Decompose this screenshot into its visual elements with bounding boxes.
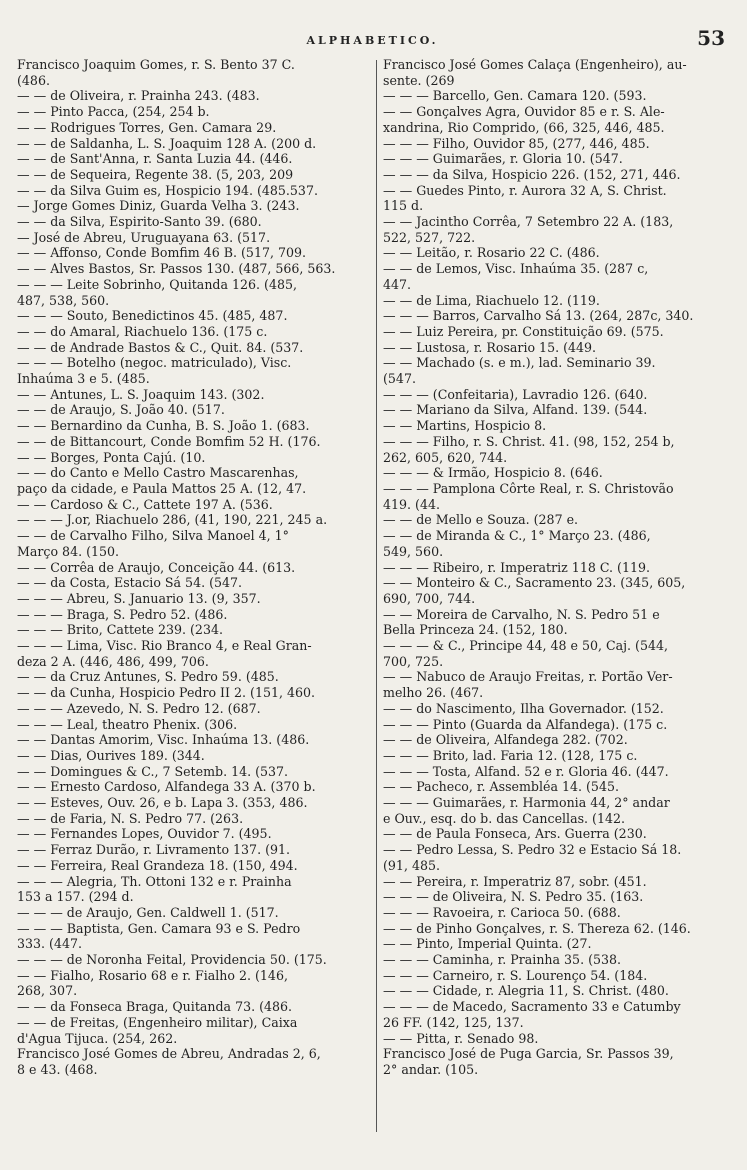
directory-entry-line: (91, 485. bbox=[383, 857, 440, 873]
directory-entry-line: — — — J.or, Riachuelo 286, (41, 190, 221, 245 a. bbox=[17, 512, 328, 528]
directory-entry-line: — — — Filho, r. S. Christ. 41. (98, 152, 254 b, bbox=[383, 433, 675, 449]
directory-entry-line: — — Pacheco, r. Assembléa 14. (545. bbox=[383, 779, 619, 795]
directory-entry-line: — — — Brito, lad. Faria 12. (128, 175 c. bbox=[383, 747, 638, 763]
directory-entry-line: deza 2 A. (446, 486, 499, 706. bbox=[17, 653, 209, 669]
running-title: ALPHABETICO. bbox=[306, 34, 439, 47]
directory-entry-line: — — de Oliveira, Alfandega 282. (702. bbox=[383, 732, 628, 748]
directory-entry-line: 690, 700, 744. bbox=[383, 590, 476, 606]
directory-entry-line: — — Mariano da Silva, Alfand. 139. (544. bbox=[383, 402, 648, 418]
directory-entry-line: — — — Leite Sobrinho, Quitanda 126. (485, bbox=[17, 276, 297, 292]
directory-entry-line: — — Machado (s. e m.), lad. Seminario 39. bbox=[383, 355, 656, 371]
directory-entry-line: — — — de Oliveira, N. S. Pedro 35. (163. bbox=[383, 889, 644, 905]
directory-entry-line: — — de Bittancourt, Conde Bomfim 52 H. (176. bbox=[17, 433, 321, 449]
directory-entry-line: — — Pedro Lessa, S. Pedro 32 e Estacio Sá 18. bbox=[383, 842, 682, 858]
directory-entry-line: — — — de Macedo, Sacramento 33 e Catumby bbox=[383, 999, 681, 1015]
directory-entry-line: — — Pitta, r. Senado 98. bbox=[383, 1030, 539, 1046]
directory-entry-line: sente. (269 bbox=[383, 72, 455, 88]
directory-entry-line: e Ouv., esq. do b. das Cancellas. (142. bbox=[383, 810, 626, 826]
directory-entry-line: 447. bbox=[383, 276, 412, 292]
left-column bbox=[17, 57, 373, 1078]
directory-entry-line: — — de Paula Fonseca, Ars. Guerra (230. bbox=[383, 826, 647, 842]
directory-entry-line: — — — de Noronha Feital, Providencia 50. (175. bbox=[17, 952, 327, 968]
directory-entry-line: — — Dantas Amorim, Visc. Inhaúma 13. (486. bbox=[17, 732, 310, 748]
directory-entry-line: — — — & C., Principe 44, 48 e 50, Caj. (544, bbox=[383, 638, 668, 654]
directory-entry-line: xandrina, Rio Comprido, (66, 325, 446, 485. bbox=[383, 119, 665, 135]
directory-entry-line: 8 e 43. (468. bbox=[17, 1062, 98, 1077]
directory-entry-line: — — — Tosta, Alfand. 52 e r. Gloria 46. (447. bbox=[383, 763, 669, 779]
directory-entry-line: melho 26. (467. bbox=[383, 685, 484, 701]
directory-entry-line: — — Alves Bastos, Sr. Passos 130. (487, 566, 563. bbox=[17, 261, 336, 277]
directory-entry-line: — — do Nascimento, Ilha Governador. (152. bbox=[383, 700, 664, 716]
directory-entry-line: Março 84. (150. bbox=[17, 543, 120, 559]
directory-entry-line: 262, 605, 620, 744. bbox=[383, 449, 508, 465]
directory-entry-line: — — Fernandes Lopes, Ouvidor 7. (495. bbox=[17, 826, 272, 842]
directory-entry-line: d'Agua Tijuca. (254, 262. bbox=[17, 1030, 178, 1046]
directory-entry-line: — — — Barros, Carvalho Sá 13. (264, 287c, 340. bbox=[383, 308, 694, 324]
directory-entry-line: — — Ferraz Durão, r. Livramento 137. (91. bbox=[17, 842, 291, 858]
directory-entry-line: — — Domingues & C., 7 Setemb. 14. (537. bbox=[17, 763, 289, 779]
directory-entry-line: 522, 527, 722. bbox=[383, 229, 476, 245]
directory-entry-line: 549, 560. bbox=[383, 543, 444, 559]
directory-entry-line: Bella Princeza 24. (152, 180. bbox=[383, 622, 568, 638]
directory-entry-line: — — do Amaral, Riachuelo 136. (175 c. bbox=[17, 323, 268, 339]
directory-entry-line: 2° andar. (105. bbox=[383, 1062, 479, 1077]
directory-entry-line: 487, 538, 560. bbox=[17, 292, 110, 308]
directory-entry-line: — — do Canto e Mello Castro Mascarenhas, bbox=[17, 465, 299, 481]
directory-entry-line: Francisco José Gomes Calaça (Engenheiro), au- bbox=[383, 57, 687, 72]
directory-entry-line: — — Lustosa, r. Rosario 15. (449. bbox=[383, 339, 597, 355]
directory-entry-line: — — da Silva, Espirito-Santo 39. (680. bbox=[17, 214, 262, 230]
directory-entry-line: — — Leitão, r. Rosario 22 C. (486. bbox=[383, 245, 600, 261]
directory-entry-line: — — da Silva Guim es, Hospicio 194. (485.537. bbox=[17, 182, 318, 198]
directory-entry-line: — — da Cunha, Hospicio Pedro II 2. (151, 460. bbox=[17, 685, 316, 701]
directory-entry-line: — — — & Irmão, Hospicio 8. (646. bbox=[383, 465, 603, 481]
directory-entry-line: — — — Abreu, S. Januario 13. (9, 357. bbox=[17, 590, 261, 606]
directory-entry-line: — — — Azevedo, N. S. Pedro 12. (687. bbox=[17, 700, 261, 716]
directory-entry-line: — — — Carneiro, r. S. Lourenço 54. (184. bbox=[383, 967, 648, 983]
column-divider bbox=[376, 60, 377, 1132]
directory-entry-line: — — de Faria, N. S. Pedro 77. (263. bbox=[17, 810, 244, 826]
directory-entry-line: — — Guedes Pinto, r. Aurora 32 A, S. Christ. bbox=[383, 182, 667, 198]
directory-entry-line: — — de Mello e Souza. (287 e. bbox=[383, 512, 579, 528]
directory-entry-line: — — Cardoso & C., Cattete 197 A. (536. bbox=[17, 496, 273, 512]
directory-entry-line: 700, 725. bbox=[383, 653, 444, 669]
directory-entry-line: — — Nabuco de Araujo Freitas, r. Portão Ver- bbox=[383, 669, 673, 685]
directory-entry-line: Francisco José Gomes de Abreu, Andradas 2, 6, bbox=[17, 1046, 321, 1062]
directory-entry-line: — — — da Silva, Hospicio 226. (152, 271, 446. bbox=[383, 166, 681, 182]
directory-entry-line: — — — Alegria, Th. Ottoni 132 e r. Prainha bbox=[17, 873, 292, 889]
right-column bbox=[383, 57, 735, 1078]
directory-entry-line: paço da cidade, e Paula Mattos 25 A. (12, 47. bbox=[17, 480, 307, 496]
directory-entry-line: — — — Leal, theatro Phenix. (306. bbox=[17, 716, 238, 732]
directory-entry-line: — — Pinto Pacca, (254, 254 b. bbox=[17, 104, 210, 120]
directory-entry-line: — Jorge Gomes Diniz, Guarda Velha 3. (243. bbox=[17, 198, 300, 214]
directory-entry-line: — — — (Confeitaria), Lavradio 126. (640. bbox=[383, 386, 648, 402]
directory-entry-line: — — Borges, Ponta Cajú. (10. bbox=[17, 449, 206, 465]
directory-entry-line: 153 a 157. (294 d. bbox=[17, 889, 134, 905]
directory-entry-line: Francisco José de Puga Garcia, Sr. Passos 39, bbox=[383, 1046, 674, 1062]
directory-entry-line: — — Gonçalves Agra, Ouvidor 85 e r. S. Ale- bbox=[383, 104, 665, 120]
directory-entry-line: — — Ernesto Cardoso, Alfandega 33 A. (370 b. bbox=[17, 779, 316, 795]
directory-entry-line: — — — Guimarães, r. Harmonia 44, 2° andar bbox=[383, 795, 670, 811]
directory-entry-line: — — — Barcello, Gen. Camara 120. (593. bbox=[383, 88, 647, 104]
directory-entry-line: — — de Saldanha, L. S. Joaquim 128 A. (200 d. bbox=[17, 135, 317, 151]
directory-entry-line: — — — Ribeiro, r. Imperatriz 118 C. (119. bbox=[383, 559, 650, 575]
directory-entry-line: 26 FF. (142, 125, 137. bbox=[383, 1014, 524, 1030]
directory-entry-line: — — — Pinto (Guarda da Alfandega). (175 c. bbox=[383, 716, 668, 732]
directory-entry-line: — — Bernardino da Cunha, B. S. João 1. (683. bbox=[17, 418, 310, 434]
directory-entry-line: — — Dias, Ourives 189. (344. bbox=[17, 747, 205, 763]
page-header bbox=[20, 26, 725, 54]
directory-entry-line: — — — Pamplona Côrte Real, r. S. Christovão bbox=[383, 480, 674, 496]
directory-entry-line: — — Affonso, Conde Bomfim 46 B. (517, 709. bbox=[17, 245, 307, 261]
directory-entry-line: — — — Souto, Benedictinos 45. (485, 487. bbox=[17, 308, 288, 324]
directory-entry-line: (486. bbox=[17, 72, 50, 88]
directory-entry-line: — — da Costa, Estacio Sá 54. (547. bbox=[17, 575, 243, 591]
directory-entry-line: — — de Carvalho Filho, Silva Manoel 4, 1° bbox=[17, 528, 289, 544]
directory-entry-line: Francisco Joaquim Gomes, r. S. Bento 37 C. bbox=[17, 57, 295, 72]
directory-entry-line: — — Jacintho Corrêa, 7 Setembro 22 A. (183, bbox=[383, 214, 674, 230]
directory-entry-line: — — de Freitas, (Engenheiro militar), Caixa bbox=[17, 1014, 298, 1030]
directory-entry-line: 268, 307. bbox=[17, 983, 78, 999]
directory-entry-line: — José de Abreu, Uruguayana 63. (517. bbox=[17, 229, 271, 245]
directory-entry-line: — — Esteves, Ouv. 26, e b. Lapa 3. (353, 486. bbox=[17, 795, 308, 811]
directory-entry-line: — — da Fonseca Braga, Quitanda 73. (486. bbox=[17, 999, 293, 1015]
directory-entry-line: — — — Baptista, Gen. Camara 93 e S. Pedro bbox=[17, 920, 301, 936]
directory-entry-line: — — de Sant'Anna, r. Santa Luzia 44. (446. bbox=[17, 151, 293, 167]
directory-entry-line: — — — Lima, Visc. Rio Branco 4, e Real Gran- bbox=[17, 638, 312, 654]
directory-entry-line: — — Martins, Hospicio 8. bbox=[383, 418, 547, 434]
directory-entry-line: — — Pereira, r. Imperatriz 87, sobr. (451. bbox=[383, 873, 647, 889]
directory-entry-line: — — Antunes, L. S. Joaquim 143. (302. bbox=[17, 386, 265, 402]
directory-entry-line: — — Monteiro & C., Sacramento 23. (345, 605, bbox=[383, 575, 686, 591]
directory-entry-line: — — — Filho, Ouvidor 85, (277, 446, 485. bbox=[383, 135, 650, 151]
directory-entry-line: 333. (447. bbox=[17, 936, 82, 952]
directory-entry-line: — — — Cidade, r. Alegria 11, S. Christ. (480. bbox=[383, 983, 669, 999]
directory-entry-line: — — de Sequeira, Regente 38. (5, 203, 209 bbox=[17, 166, 294, 182]
directory-entry-line: (547. bbox=[383, 371, 416, 387]
directory-entry-line: — — de Andrade Bastos & C., Quit. 84. (537. bbox=[17, 339, 304, 355]
directory-entry-line: Inhaúma 3 e 5. (485. bbox=[17, 371, 150, 387]
directory-entry-line: — — de Oliveira, r. Prainha 243. (483. bbox=[17, 88, 260, 104]
directory-entry-line: — — de Pinho Gonçalves, r. S. Thereza 62. (146. bbox=[383, 920, 691, 936]
directory-entry-line: — — de Lima, Riachuelo 12. (119. bbox=[383, 292, 600, 308]
directory-entry-line: — — Rodrigues Torres, Gen. Camara 29. bbox=[17, 119, 277, 135]
directory-entry-line: — — de Lemos, Visc. Inhaúma 35. (287 c, bbox=[383, 261, 649, 277]
directory-entry-line: — — de Miranda & C., 1° Março 23. (486, bbox=[383, 528, 651, 544]
directory-entry-line: — — Luiz Pereira, pr. Constituição 69. (575. bbox=[383, 323, 664, 339]
page-number: 53 bbox=[697, 26, 725, 50]
directory-entry-line: — — — Ravoeira, r. Carioca 50. (688. bbox=[383, 904, 621, 920]
directory-entry-line: — — da Cruz Antunes, S. Pedro 59. (485. bbox=[17, 669, 279, 685]
directory-entry-line: — — — Caminha, r. Prainha 35. (538. bbox=[383, 952, 622, 968]
directory-entry-line: — — Fialho, Rosario 68 e r. Fialho 2. (146, bbox=[17, 967, 288, 983]
directory-entry-line: 115 d. bbox=[383, 198, 424, 214]
directory-entry-line: — — Pinto, Imperial Quinta. (27. bbox=[383, 936, 592, 952]
directory-entry-line: 419. (44. bbox=[383, 496, 440, 512]
directory-entry-line: — — de Araujo, S. João 40. (517. bbox=[17, 402, 225, 418]
directory-entry-line: — — — Brito, Cattete 239. (234. bbox=[17, 622, 223, 638]
directory-entry-line: — — Ferreira, Real Grandeza 18. (150, 494. bbox=[17, 857, 298, 873]
directory-entry-line: — — — de Araujo, Gen. Caldwell 1. (517. bbox=[17, 904, 279, 920]
directory-entry-line: — — Moreira de Carvalho, N. S. Pedro 51 e bbox=[383, 606, 660, 622]
directory-entry-line: — — Corrêa de Araujo, Conceição 44. (613. bbox=[17, 559, 296, 575]
directory-entry-line: — — — Guimarães, r. Gloria 10. (547. bbox=[383, 151, 623, 167]
directory-entry-line: — — — Botelho (negoc. matriculado), Visc. bbox=[17, 355, 292, 371]
directory-entry-line: — — — Braga, S. Pedro 52. (486. bbox=[17, 606, 228, 622]
